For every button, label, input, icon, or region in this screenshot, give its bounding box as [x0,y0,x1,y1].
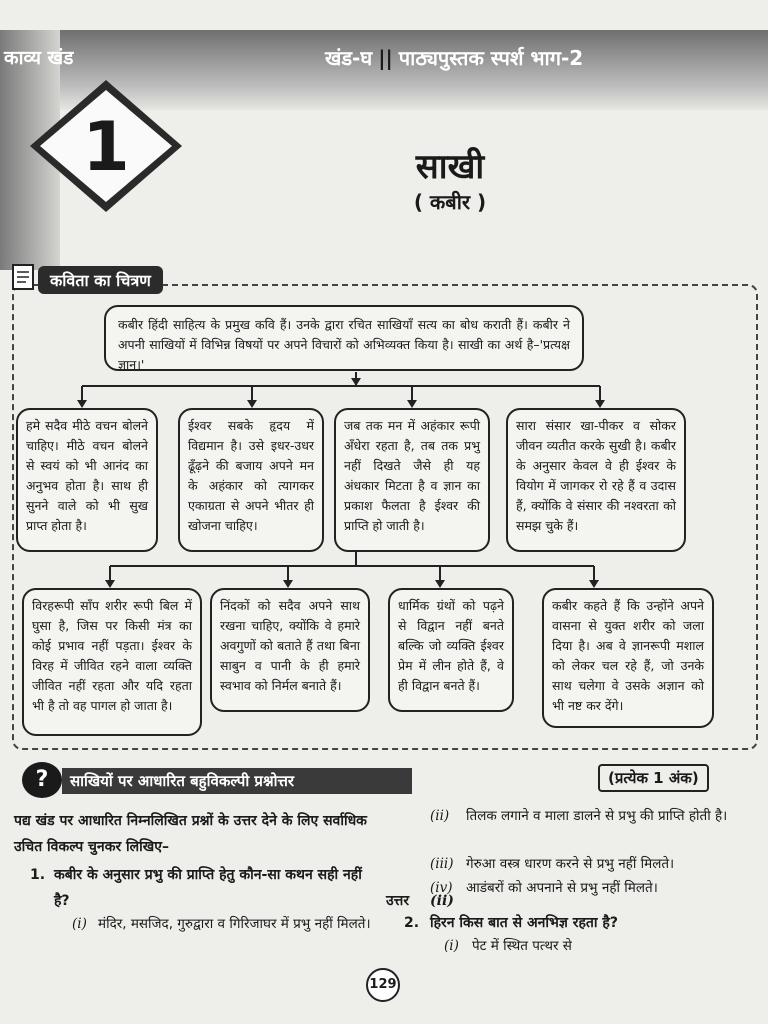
point-box-1: हमे सदैव मीठे वचन बोलने चाहिए। मीठे वचन बोलने से स्वयं को भी आनंद का अनुभव होता है। साथ ही सुनने वाले को भी सुख प्राप्त होता है। [16,408,158,552]
marks-label: (प्रत्येक 1 अंक) [598,764,709,792]
mcq-heading: साखियों पर आधारित बहुविकल्पी प्रश्नोत्तर [62,768,412,794]
q1-option-4: आडंबरों को अपनाने से प्रभु नहीं मिलते। [466,880,658,896]
summary-heading: कविता का चित्रण [38,266,163,294]
khand-label: खंड-घ [325,46,373,70]
poet-name: ( कबीर ) [413,190,487,214]
intro-box: कबीर हिंदी साहित्य के प्रमुख कवि हैं। उनके द्वारा रचित साखियाँ सत्य का बोध कराती हैं। कबीर ने अपनी साखियों में विभिन्न विषयों पर अपने विचारों को अभिव्यक्त किया है। साखी का अर्थ है–'प्रत्यक्ष ज्ञान।' [104,305,584,371]
question-1-number: 1. [30,867,46,883]
page-title: साखी [415,147,485,187]
chapter-number: 1 [82,108,130,187]
question-1-text: कबीर के अनुसार प्रभु की प्राप्ति हेतु कौन-सा कथन सही नहीं है? [54,867,362,909]
q1-option-3-number: (iii) [430,856,454,872]
question-icon: ? [22,762,62,798]
book-title: पाठ्यपुस्तक स्पर्श भाग-2 [398,46,584,70]
instruction: पद्य खंड पर आधारित निम्नलिखित प्रश्नों के उत्तर देने के लिए सर्वाधिक उचित विकल्प चुनकर लिखिए– [14,813,367,855]
q1-option-3: गेरुआ वस्त्र धारण करने से प्रभु नहीं मिलते। [466,856,675,872]
q1-option-2-number: (ii) [430,808,450,824]
point-box-6: निंदकों को सदैव अपने साथ रखना चाहिए, क्योंकि वे हमारे अवगुणों को बताते हैं तथा बिना साबुन व पानी के ही हमारे स्वभाव को निर्मल बनाते हैं। [210,588,370,712]
q1-option-4-number: (iv) [430,880,453,896]
point-box-2: ईश्वर सबके हृदय में विद्यमान है। उसे इधर-उधर ढूँढ़ने की बजाय अपने मन के अहंकार को त्यागकर एकाग्रता से अपने भीतर ही खोजना चाहिए। [178,408,324,552]
q1-option-1: मंदिर, मसजिद, गुरुद्वारा व गिरिजाघर में प्रभु नहीं मिलते। [98,916,371,932]
point-box-5: विरहरूपी साँप शरीर रूपी बिल में घुसा है, जिस पर किसी मंत्र का कोई प्रभाव नहीं पड़ता। ईश्वर के विरह में जीवित रहने वाला व्यक्ति जीवित नहीं रहता और यदि रहता भी है तो वह पागल हो जाता है। [22,588,202,736]
point-box-8: कबीर कहते हैं कि उन्होंने अपने वासना से युक्त शरीर को जला दिया है। अब वे ज्ञानरूपी मशाल को लेकर चल रहे हैं, जो उनके साथ चलेगा वे उसके अज्ञान को भी नष्ट कर देंगे। [542,588,714,728]
point-box-3: जब तक मन में अहंकार रूपी अँधेरा रहता है, तब तक प्रभु नहीं दिखते जैसे ही यह अंधकार मिटता है व ज्ञान का प्रकाश फैलता है ईश्वर की प्राप्ति हो जाती है। [334,408,490,552]
point-box-4: सारा संसार खा-पीकर व सोकर जीवन व्यतीत करके सुखी है। कबीर के अनुसार केवल वे ही ईश्वर के वियोग में जागकर रो रहे हैं व उदास हैं, क्योंकि वे संसार की नश्वरता को समझ चुके हैं। [506,408,686,552]
page-number: 129 [366,968,400,1002]
q1-option-2: तिलक लगाने व माला डालने से प्रभु की प्राप्ति होती है। [466,808,728,824]
q2-option-1-number: (i) [444,938,459,954]
q2-option-1: पेट में स्थित पत्थर से [472,938,572,954]
section-label: काव्य खंड [4,47,74,69]
question-2-number: 2. [404,915,420,931]
point-box-7: धार्मिक ग्रंथों को पढ़ने से विद्वान नहीं बनते बल्कि जो व्यक्ति ईश्वर प्रेम में लीन होते हैं, वे ही विद्वान बनते हैं। [388,588,514,712]
answer-label: उत्तर [386,893,410,909]
question-2-text: हिरन किस बात से अनभिज्ञ रहता है? [430,915,618,931]
answer-value: (ii) [430,893,454,909]
q1-option-1-number: (i) [72,916,87,932]
book-label: खंड-घ || पाठ्यपुस्तक स्पर्श भाग-2 [325,46,584,70]
